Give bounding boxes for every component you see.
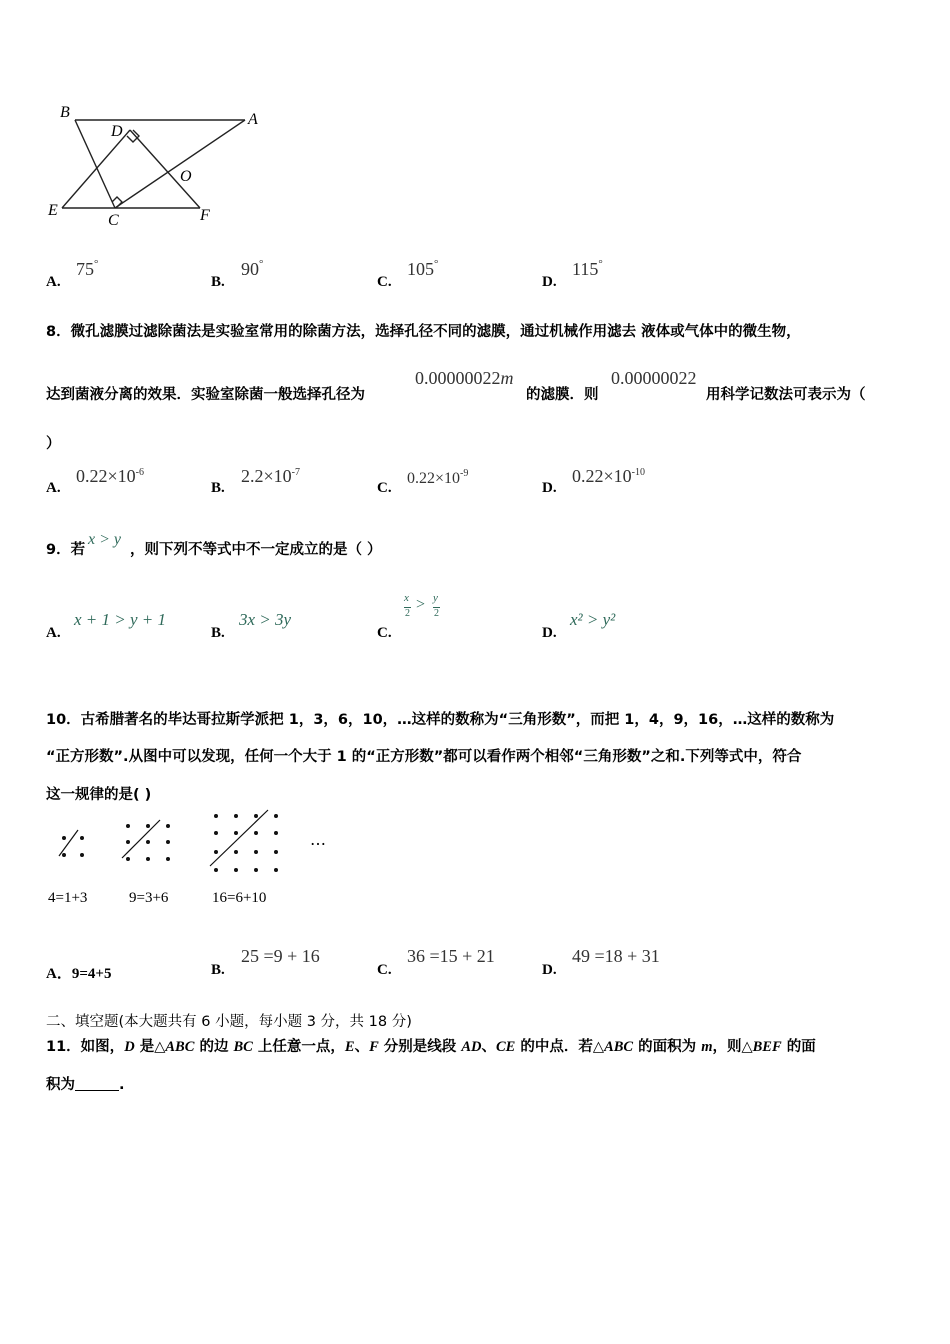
square-number-dots-figure	[46, 808, 346, 883]
option-label: B.	[211, 625, 225, 641]
option-value: $0.22\times 10^{-6}$	[76, 466, 144, 486]
q10-line1: 10．古希腊著名的毕达哥拉斯学派把 1，3，6，10，…这样的数称为“三角形数”，而把 1，4，9，16，…这样的数称为	[46, 712, 835, 728]
option-label: D.	[542, 274, 557, 290]
option-value: 9=4+5	[71, 966, 112, 982]
option-label: B.	[211, 480, 225, 496]
q10-line3: 这一规律的是( )	[46, 787, 152, 803]
label-e: E	[48, 202, 58, 219]
option-value: $0.22\times 10^{-10}$	[572, 466, 645, 486]
segment-bc	[75, 120, 115, 208]
segment-ed	[62, 130, 130, 208]
q10-option-a[interactable]	[46, 962, 111, 983]
label-f: F	[200, 207, 210, 224]
option-label: D.	[542, 962, 557, 978]
label-d: D	[111, 123, 123, 140]
q8-line2	[46, 383, 365, 404]
option-label: B.	[211, 962, 225, 978]
option-label: A.	[46, 625, 61, 641]
option-value: 75°	[76, 258, 99, 279]
q8-line3: ）	[46, 436, 61, 452]
option-value: 105°	[407, 258, 439, 279]
option-value: x² > y²	[570, 610, 616, 629]
q11-line1: 11．如图，D 是△ABC 的边 BC 上任意一点，E、F 分别是线段 AD、CE 的中点．若△ABC 的面积为 m，则△BEF 的面	[46, 1039, 816, 1055]
option-label: C.	[377, 962, 392, 978]
q9-prefix: 9．若	[46, 542, 86, 558]
label-a: A	[248, 111, 258, 128]
label-b: B	[60, 104, 70, 121]
option-value: 3x > 3y	[239, 610, 292, 629]
option-value: $0.22\times 10^{-9}$	[407, 468, 469, 487]
q8-math-2: 0.00000022	[611, 368, 697, 388]
q8-text-b: 的滤膜．则	[526, 387, 599, 403]
option-value: 115°	[572, 258, 603, 279]
option-value: 36 =15 + 21	[407, 946, 495, 966]
option-label: D.	[542, 480, 557, 496]
option-value: 25 =9 + 16	[241, 946, 320, 966]
q9-condition: x > y	[88, 531, 121, 548]
caption-9: 9=3+6	[129, 890, 169, 906]
option-label: A.	[46, 480, 61, 496]
q8-text-c: 用科学记数法可表示为（	[706, 387, 866, 403]
option-label: C.	[377, 625, 392, 641]
q8-text-a: 达到菌液分离的效果．实验室除菌一般选择孔径为	[46, 387, 365, 403]
caption-16: 16=6+10	[212, 890, 267, 906]
option-label: B.	[211, 274, 225, 290]
caption-4: 4=1+3	[48, 890, 88, 906]
option-label: A.	[46, 274, 61, 290]
q8-math-1: 0.00000022m	[415, 368, 514, 388]
section-heading: 二、填空题(本大题共有 6 小题，每小题 3 分，共 18 分)	[46, 1014, 412, 1030]
option-value: x + 1 > y + 1	[74, 610, 167, 629]
option-label: C.	[377, 274, 392, 290]
geometry-figure	[40, 98, 270, 233]
q11-line2: 积为 .	[46, 1077, 125, 1093]
q10-line2: “正方形数”.从图中可以发现，任何一个大于 1 的“正方形数”都可以看作两个相邻“三角形数”之和.下列等式中，符合	[46, 749, 802, 765]
option-value: 49 =18 + 31	[572, 946, 660, 966]
dots-ellipsis: …	[310, 830, 326, 849]
option-label: D.	[542, 625, 557, 641]
label-c: C	[108, 212, 119, 229]
answer-blank[interactable]	[75, 1078, 119, 1091]
option-value: 90°	[241, 258, 264, 279]
option-label: C.	[377, 480, 392, 496]
q9-suffix: ，则下列不等式中不一定成立的是（ ）	[130, 542, 382, 558]
label-o: O	[180, 168, 192, 185]
q8-line1: 8．微孔滤膜过滤除菌法是实验室常用的除菌方法，选择孔径不同的滤膜，通过机械作用滤去 液体或气体中的微生物，	[46, 324, 801, 340]
option-value: $2.2\times 10^{-7}$	[241, 466, 300, 486]
segment-ca	[115, 120, 245, 208]
option-label: A．	[46, 966, 72, 982]
